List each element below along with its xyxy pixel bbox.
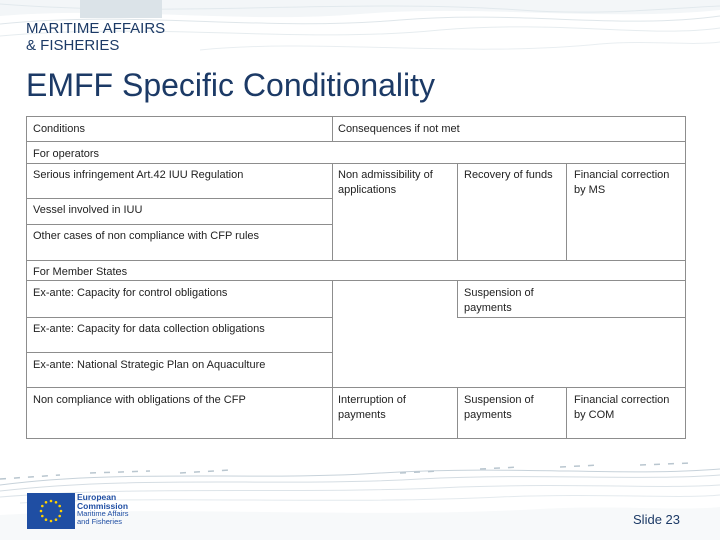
logo-line4: and Fisheries <box>77 517 123 526</box>
table-rule <box>27 198 333 199</box>
table-rule <box>27 317 333 318</box>
table-rule <box>27 352 333 353</box>
consequence-ms4-3: Financial correction by COM <box>574 394 670 421</box>
condition-operators-1: Serious infringement Art.42 IUU Regulation <box>33 169 244 181</box>
column-header-consequences: Consequences if not met <box>338 123 460 135</box>
consequence-ms4-2: Suspension of payments <box>464 394 534 421</box>
consequence-operators-2: Recovery of funds <box>464 169 553 181</box>
logo-text <box>77 493 129 526</box>
table-rule <box>27 163 685 164</box>
table-rule <box>27 260 685 261</box>
logo-line3: Maritime Affairs <box>77 509 129 518</box>
table-rule <box>27 224 333 225</box>
consequence-operators-3: Financial correction by MS <box>574 169 670 196</box>
table-rule <box>27 387 685 388</box>
table-rule <box>332 280 333 438</box>
european-commission-logo <box>27 493 147 527</box>
consequence-operators-1: Non admissibility of applications <box>338 169 433 196</box>
section-label-operators: For operators <box>33 148 100 160</box>
condition-ms-4: Non compliance with obligations of the CFP <box>33 394 246 406</box>
condition-ms-3: Ex-ante: National Strategic Plan on Aquaculture <box>33 359 266 371</box>
table-rule <box>457 387 458 438</box>
table-rule <box>332 117 333 141</box>
slide-title: EMFF Specific Conditionality <box>26 67 436 103</box>
logo-line1: European <box>77 492 117 502</box>
condition-ms-2: Ex-ante: Capacity for data collection obligations <box>33 323 265 335</box>
table-rule <box>457 163 458 260</box>
table-rule <box>332 163 333 260</box>
table-rule <box>457 280 458 317</box>
table-rule <box>27 280 685 281</box>
column-header-conditions: Conditions <box>33 123 85 135</box>
section-label-member-states: For Member States <box>33 266 128 278</box>
condition-ms-1: Ex-ante: Capacity for control obligations <box>33 287 228 299</box>
consequence-ms4-1: Interruption of payments <box>338 394 406 421</box>
dg-name-line1: MARITIME AFFAIRS <box>26 20 166 37</box>
consequence-ms-1: Suspension of payments <box>464 287 534 314</box>
dg-name <box>26 20 165 54</box>
slide-number: Slide 23 <box>633 512 680 527</box>
condition-operators-3: Other cases of non compliance with CFP rules <box>33 230 260 242</box>
eu-flag-icon <box>27 493 75 529</box>
table-rule <box>566 163 567 260</box>
table-rule <box>566 387 567 438</box>
dg-name-line2: & FISHERIES <box>26 37 120 54</box>
conditionality-table <box>26 116 686 439</box>
condition-operators-2: Vessel involved in IUU <box>33 204 143 216</box>
table-rule <box>27 141 685 142</box>
table-rule <box>457 317 685 318</box>
logo-line2: Commission <box>77 500 129 511</box>
header-tab-decoration <box>80 0 162 18</box>
